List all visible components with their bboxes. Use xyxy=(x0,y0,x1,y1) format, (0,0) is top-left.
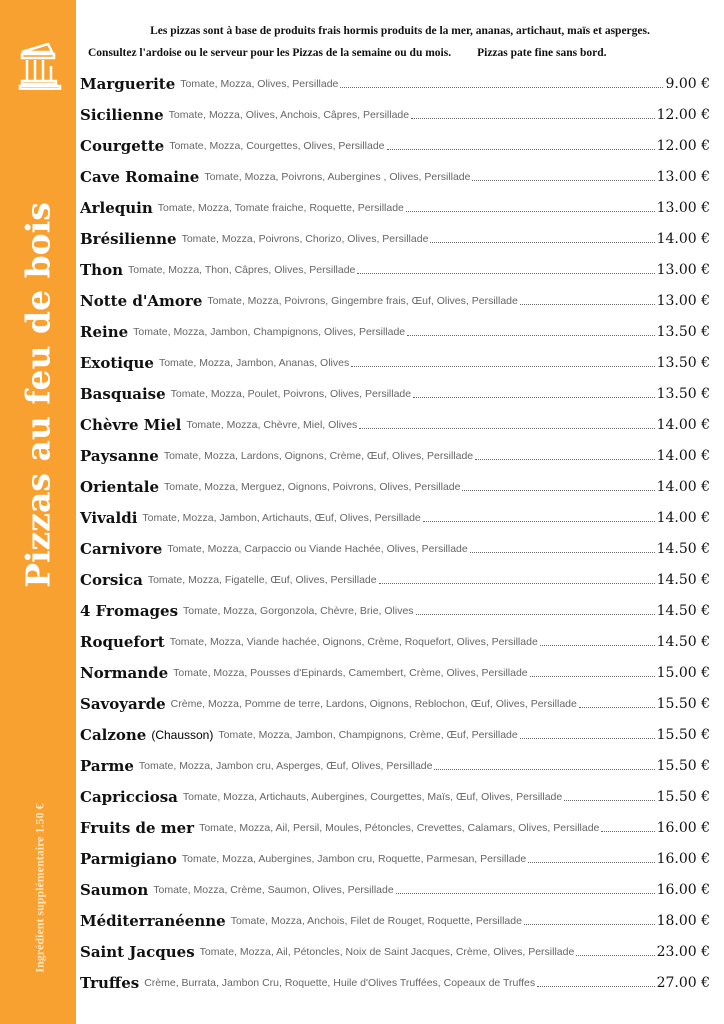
temple-icon xyxy=(18,40,62,90)
pizza-item xyxy=(80,781,710,812)
pizza-name: Carnivore xyxy=(80,539,163,558)
pizza-price: 14.00 € xyxy=(656,416,710,433)
dot-leader xyxy=(528,862,654,863)
pizza-name: Cave Romaine xyxy=(80,167,200,186)
dot-leader xyxy=(396,893,655,894)
pizza-name: Méditerranéenne xyxy=(80,911,226,930)
pizza-ingredients: Tomate, Mozza, Jambon, Champignons, Crème, Œuf, Persillade xyxy=(218,728,518,741)
pizza-name: Parmigiano xyxy=(80,849,177,868)
pizza-name: Corsica xyxy=(80,570,143,589)
pizza-name: Notte d'Amore xyxy=(80,291,203,310)
pizza-item xyxy=(80,471,710,502)
pizza-name: Fruits de mer xyxy=(80,818,195,837)
pizza-item xyxy=(80,750,710,781)
dot-leader xyxy=(576,955,654,956)
dot-leader xyxy=(564,800,654,801)
pizza-item xyxy=(80,936,710,967)
pizza-price: 14.00 € xyxy=(656,478,710,495)
pizza-price: 9.00 € xyxy=(665,75,710,92)
pizza-name: Thon xyxy=(80,260,123,279)
pizza-price: 15.50 € xyxy=(656,757,710,774)
dot-leader xyxy=(340,87,663,88)
pizza-ingredients: Tomate, Mozza, Poivrons, Gingembre frais, Œuf, Olives, Persillade xyxy=(207,294,518,307)
pizza-ingredients: Tomate, Mozza, Gorgonzola, Chèvre, Brie, Olives xyxy=(183,604,414,617)
pizza-ingredients: Tomate, Mozza, Pousses d'Epinards, Camembert, Crème, Olives, Persillade xyxy=(173,666,528,679)
pizza-price: 12.00 € xyxy=(656,137,710,154)
dot-leader xyxy=(406,211,655,212)
pizza-name: Saumon xyxy=(80,880,149,899)
header-note-pate: Pizzas pate fine sans bord. xyxy=(477,47,607,59)
pizza-price: 13.00 € xyxy=(656,199,710,216)
dot-leader xyxy=(359,428,654,429)
pizza-price: 14.50 € xyxy=(656,633,710,650)
pizza-ingredients: Tomate, Mozza, Viande hachée, Oignons, Crème, Roquefort, Olives, Persillade xyxy=(169,635,538,648)
pizza-name: Marguerite xyxy=(80,74,176,93)
pizza-list xyxy=(80,68,710,998)
dot-leader xyxy=(475,459,654,460)
dot-leader xyxy=(430,242,654,243)
pizza-ingredients: Crème, Mozza, Pomme de terre, Lardons, Oignons, Reblochon, Œuf, Olives, Persillade xyxy=(170,697,577,710)
dot-leader xyxy=(357,273,654,274)
pizza-price: 18.00 € xyxy=(656,912,710,929)
dot-leader xyxy=(537,986,654,987)
pizza-ingredients: Crème, Burrata, Jambon Cru, Roquette, Huile d'Olives Truffées, Copeaux de Truffes xyxy=(144,976,536,989)
dot-leader xyxy=(351,366,654,367)
dot-leader xyxy=(520,304,655,305)
pizza-name: Basquaise xyxy=(80,384,166,403)
dot-leader xyxy=(470,552,655,553)
dot-leader xyxy=(411,118,654,119)
pizza-price: 14.00 € xyxy=(656,509,710,526)
pizza-price: 13.50 € xyxy=(656,323,710,340)
pizza-price: 14.50 € xyxy=(656,540,710,557)
pizza-ingredients: Tomate, Mozza, Jambon, Ananas, Olives xyxy=(158,356,350,369)
pizza-name: Chèvre Miel xyxy=(80,415,182,434)
pizza-name: Reine xyxy=(80,322,129,341)
pizza-price: 16.00 € xyxy=(656,819,710,836)
pizza-name: Calzone xyxy=(80,725,147,744)
pizza-item xyxy=(80,564,710,595)
dot-leader xyxy=(387,149,655,150)
pizza-price: 14.50 € xyxy=(656,602,710,619)
pizza-item xyxy=(80,657,710,688)
dot-leader xyxy=(520,738,655,739)
pizza-ingredients: Tomate, Mozza, Poivrons, Chorizo, Olives, Persillade xyxy=(181,232,429,245)
pizza-item xyxy=(80,409,710,440)
pizza-ingredients: Tomate, Mozza, Crème, Saumon, Olives, Persillade xyxy=(153,883,394,896)
pizza-item xyxy=(80,874,710,905)
supplement-note: Ingrédient supplémentaire 1.50 € xyxy=(32,803,47,973)
pizza-item xyxy=(80,316,710,347)
pizza-item xyxy=(80,595,710,626)
pizza-item xyxy=(80,967,710,998)
pizza-price: 16.00 € xyxy=(656,850,710,867)
pizza-ingredients: Tomate, Mozza, Courgettes, Olives, Persillade xyxy=(169,139,385,152)
pizza-item xyxy=(80,347,710,378)
pizza-ingredients: Tomate, Mozza, Aubergines, Jambon cru, Roquette, Parmesan, Persillade xyxy=(181,852,527,865)
pizza-name: Capricciosa xyxy=(80,787,178,806)
dot-leader xyxy=(423,521,655,522)
dot-leader xyxy=(530,676,655,677)
pizza-ingredients: Tomate, Mozza, Poulet, Poivrons, Olives, Persillade xyxy=(170,387,412,400)
pizza-name: Savoyarde xyxy=(80,694,166,713)
header-note-2 xyxy=(88,47,724,59)
pizza-item xyxy=(80,626,710,657)
pizza-item xyxy=(80,905,710,936)
pizza-name: Brésilienne xyxy=(80,229,177,248)
pizza-name: Truffes xyxy=(80,973,140,992)
dot-leader xyxy=(579,707,655,708)
pizza-name: Vivaldi xyxy=(80,508,138,527)
header-note-ardoise: Consultez l'ardoise ou le serveur pour les Pizzas de la semaine ou du mois. xyxy=(88,47,452,59)
pizza-name: Normande xyxy=(80,663,169,682)
pizza-price: 12.00 € xyxy=(656,106,710,123)
pizza-item xyxy=(80,130,710,161)
pizza-ingredients: Tomate, Mozza, Poivrons, Aubergines , Olives, Persillade xyxy=(204,170,471,183)
pizza-item xyxy=(80,843,710,874)
pizza-ingredients: Tomate, Mozza, Ail, Pétoncles, Noix de Saint Jacques, Crème, Olives, Persillade xyxy=(199,945,575,958)
pizza-item xyxy=(80,192,710,223)
pizza-item xyxy=(80,68,710,99)
pizza-ingredients: Tomate, Mozza, Tomate fraiche, Roquette, Persillade xyxy=(157,201,404,214)
pizza-price: 15.50 € xyxy=(656,695,710,712)
pizza-price: 13.00 € xyxy=(656,292,710,309)
pizza-name: 4 Fromages xyxy=(80,601,179,620)
pizza-ingredients: Tomate, Mozza, Artichauts, Aubergines, Courgettes, Maïs, Œuf, Olives, Persillade xyxy=(182,790,563,803)
pizza-price: 16.00 € xyxy=(656,881,710,898)
pizza-ingredients: Tomate, Mozza, Jambon, Artichauts, Œuf, Olives, Persillade xyxy=(142,511,421,524)
pizza-name: Exotique xyxy=(80,353,154,372)
pizza-name: Paysanne xyxy=(80,446,159,465)
pizza-price: 14.50 € xyxy=(656,571,710,588)
pizza-price: 27.00 € xyxy=(656,974,710,991)
pizza-price: 23.00 € xyxy=(656,943,710,960)
pizza-item xyxy=(80,533,710,564)
pizza-price: 14.00 € xyxy=(656,230,710,247)
pizza-price: 13.50 € xyxy=(656,385,710,402)
dot-leader xyxy=(379,583,655,584)
pizza-name: Saint Jacques xyxy=(80,942,195,961)
pizza-item xyxy=(80,719,710,750)
pizza-item xyxy=(80,223,710,254)
pizza-name: Arlequin xyxy=(80,198,153,217)
pizza-item xyxy=(80,254,710,285)
pizza-item xyxy=(80,688,710,719)
pizza-name: Parme xyxy=(80,756,134,775)
header-note-1: Les pizzas sont à base de produits frais hormis produits de la mer, ananas, artichaut, maïs et asperges. xyxy=(150,25,650,37)
pizza-ingredients: Tomate, Mozza, Chèvre, Miel, Olives xyxy=(186,418,358,431)
pizza-ingredients: Tomate, Mozza, Jambon, Champignons, Olives, Persillade xyxy=(133,325,406,338)
pizza-price: 14.00 € xyxy=(656,447,710,464)
pizza-item xyxy=(80,502,710,533)
sidebar xyxy=(0,0,76,1024)
dot-leader xyxy=(462,490,654,491)
dot-leader xyxy=(434,769,654,770)
pizza-name: Orientale xyxy=(80,477,160,496)
pizza-name: Roquefort xyxy=(80,632,165,651)
dot-leader xyxy=(524,924,655,925)
pizza-ingredients: Tomate, Mozza, Thon, Câpres, Olives, Persillade xyxy=(127,263,356,276)
dot-leader xyxy=(413,397,654,398)
pizza-price: 15.50 € xyxy=(656,788,710,805)
pizza-item xyxy=(80,440,710,471)
pizza-name: Courgette xyxy=(80,136,165,155)
dot-leader xyxy=(416,614,655,615)
pizza-extra: (Chausson) xyxy=(151,727,214,742)
pizza-item xyxy=(80,161,710,192)
pizza-ingredients: Tomate, Mozza, Ail, Persil, Moules, Pétoncles, Crevettes, Calamars, Olives, Persillade xyxy=(199,821,600,834)
pizza-name: Sicilienne xyxy=(80,105,164,124)
pizza-item xyxy=(80,99,710,130)
dot-leader xyxy=(472,180,654,181)
pizza-price: 13.00 € xyxy=(656,168,710,185)
dot-leader xyxy=(540,645,655,646)
menu-title: Pizzas au feu de bois xyxy=(18,202,58,588)
pizza-price: 13.00 € xyxy=(656,261,710,278)
pizza-ingredients: Tomate, Mozza, Lardons, Oignons, Crème, Œuf, Olives, Persillade xyxy=(163,449,474,462)
pizza-ingredients: Tomate, Mozza, Carpaccio ou Viande Hachée, Olives, Persillade xyxy=(167,542,468,555)
dot-leader xyxy=(407,335,654,336)
pizza-price: 15.50 € xyxy=(656,726,710,743)
pizza-item xyxy=(80,285,710,316)
pizza-price: 15.00 € xyxy=(656,664,710,681)
pizza-ingredients: Tomate, Mozza, Merguez, Oignons, Poivrons, Olives, Persillade xyxy=(164,480,461,493)
pizza-ingredients: Tomate, Mozza, Figatelle, Œuf, Olives, Persillade xyxy=(147,573,377,586)
pizza-ingredients: Tomate, Mozza, Anchois, Filet de Rouget, Roquette, Persillade xyxy=(230,914,522,927)
pizza-ingredients: Tomate, Mozza, Olives, Anchois, Câpres, Persillade xyxy=(168,108,410,121)
pizza-price: 13.50 € xyxy=(656,354,710,371)
pizza-item xyxy=(80,812,710,843)
pizza-ingredients: Tomate, Mozza, Jambon cru, Asperges, Œuf, Olives, Persillade xyxy=(138,759,433,772)
pizza-ingredients: Tomate, Mozza, Olives, Persillade xyxy=(180,77,339,90)
dot-leader xyxy=(601,831,654,832)
pizza-item xyxy=(80,378,710,409)
